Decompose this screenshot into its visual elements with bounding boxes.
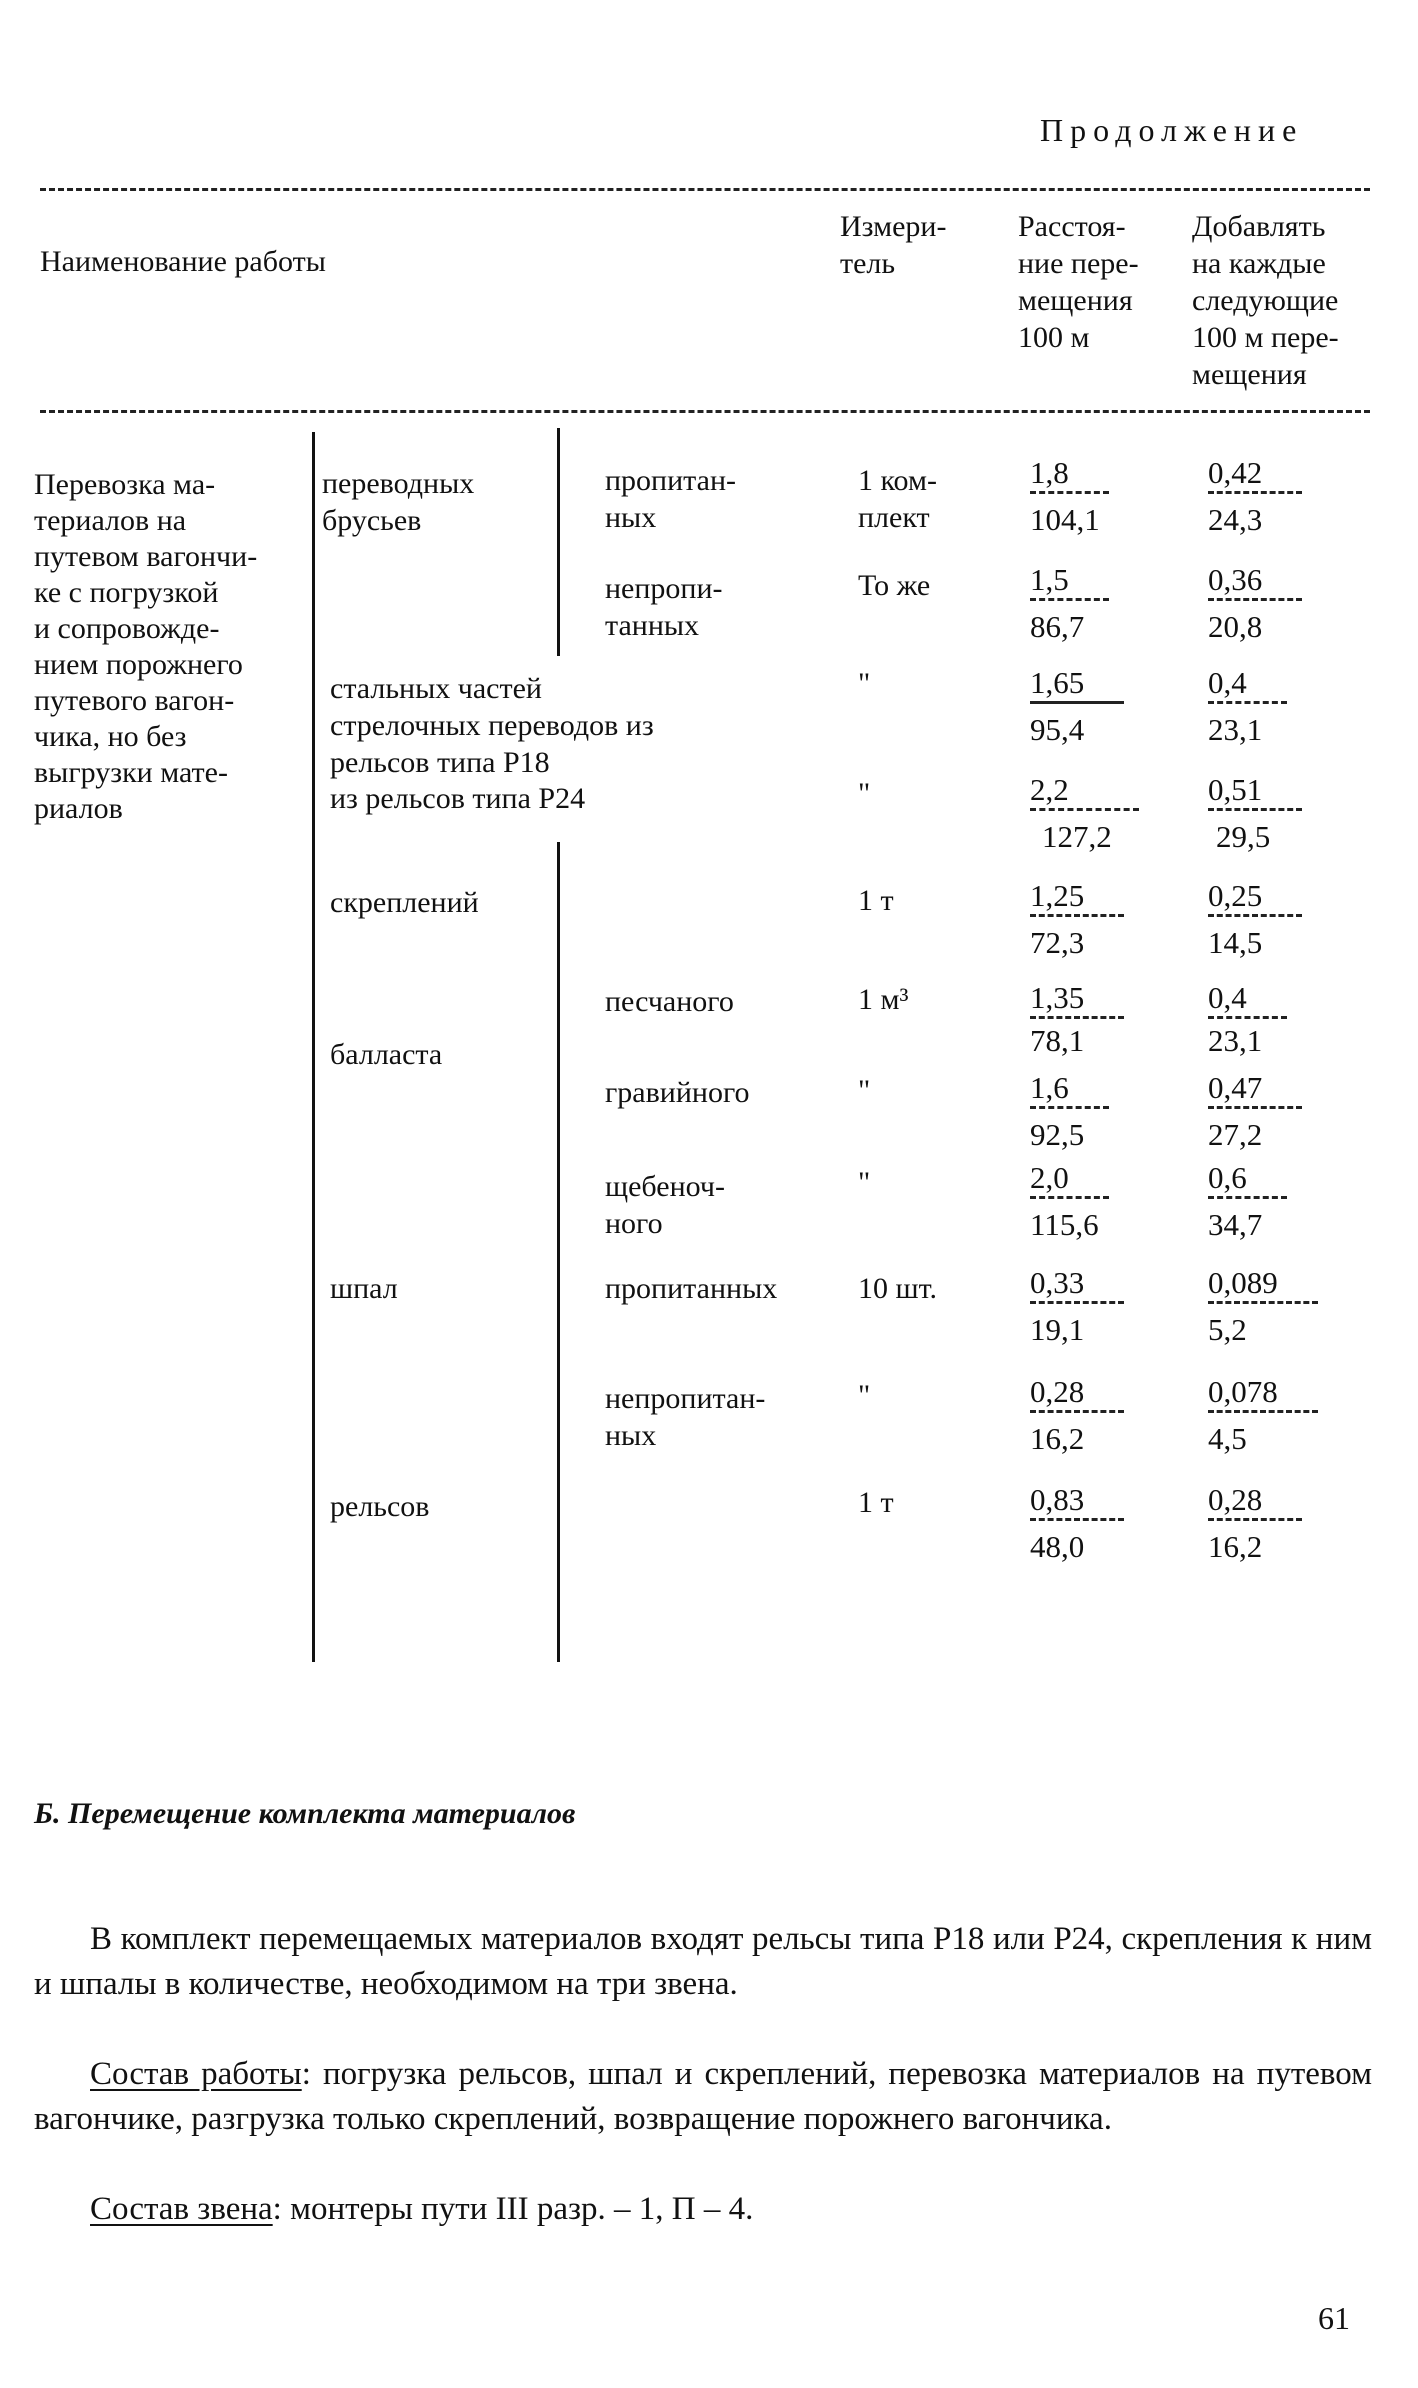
row8-distance: 2,0 115,6	[1030, 1160, 1109, 1243]
crew-composition-label: Состав звена	[90, 2191, 273, 2227]
row3-unit: "	[858, 667, 871, 700]
row2-sub: непропи- танных	[605, 572, 723, 642]
page-number: 61	[1318, 2300, 1350, 2336]
row8-sub: щебеноч- ного	[605, 1170, 725, 1240]
row2-unit: То же	[858, 569, 931, 602]
row6-sub: песчаного	[605, 985, 734, 1018]
row10-unit: "	[858, 1379, 871, 1412]
row11-unit: 1 т	[858, 1486, 894, 1519]
row3-add: 0,4 23,1	[1208, 665, 1287, 748]
row7-add: 0,47 27,2	[1208, 1070, 1302, 1153]
row3-distance: 1,65 95,4	[1030, 665, 1124, 748]
row9-unit: 10 шт.	[858, 1272, 937, 1305]
row8-add: 0,6 34,7	[1208, 1160, 1287, 1243]
work-composition-label: Состав работы	[90, 2056, 302, 2092]
row9-distance: 0,33 19,1	[1030, 1265, 1124, 1348]
paragraph-work-composition: Состав работы: погрузка рельсов, шпал и скреплений, перевозка материалов на путевом вагончике, разгрузка только скреплений, возвращение порожнего вагончика.	[34, 2056, 1373, 2137]
row6-add: 0,4 23,1	[1208, 980, 1287, 1059]
row1-add: 0,42 24,3	[1208, 455, 1302, 538]
continuation-label: Продолжение	[1040, 112, 1304, 148]
row8-unit: "	[858, 1166, 871, 1199]
row11-name: рельсов	[330, 1490, 430, 1523]
row1-unit: 1 ком- плект	[858, 464, 937, 534]
row6-name: балласта	[330, 1038, 443, 1071]
bracket-line-right-upper	[557, 428, 560, 656]
work-description: Перевозка ма- териалов на путевом вагончи- ке с погрузкой и сопровожде- нием порожнего путевого вагон- чика, но без выгрузки мате- риалов	[34, 468, 258, 825]
row4-distance: 2,2 127,2	[1030, 772, 1139, 855]
row5-name: скреплений	[330, 886, 479, 919]
row5-add: 0,25 14,5	[1208, 878, 1302, 961]
paragraph-crew-composition: Состав звена: монтеры пути III разр. – 1, П – 4.	[90, 2191, 754, 2227]
row9-name: шпал	[330, 1272, 398, 1305]
row7-distance: 1,6 92,5	[1030, 1070, 1109, 1153]
header-top-rule	[40, 188, 1370, 191]
row4-name: из рельсов типа Р24	[330, 782, 586, 815]
row3-name: стальных частей стрелочных переводов из рельсов типа Р18	[330, 672, 654, 779]
header-bottom-rule	[40, 410, 1370, 413]
row7-sub: гравийного	[605, 1076, 750, 1109]
row6-unit: 1 м³	[858, 983, 909, 1016]
row11-add: 0,28 16,2	[1208, 1482, 1302, 1565]
header-meter: Измери- тель	[840, 210, 947, 280]
row9-add: 0,089 5,2	[1208, 1265, 1318, 1348]
row5-unit: 1 т	[858, 884, 894, 917]
row4-unit: "	[858, 777, 871, 810]
row5-distance: 1,25 72,3	[1030, 878, 1124, 961]
row1-sub: пропитан- ных	[605, 464, 737, 534]
bracket-line-right-lower	[557, 842, 560, 1662]
row9-sub: пропитанных	[605, 1272, 778, 1305]
row11-distance: 0,83 48,0	[1030, 1482, 1124, 1565]
row1-distance: 1,8 104,1	[1030, 455, 1109, 538]
paragraph-composition: В комплект перемещаемых материалов входят рельсы типа Р18 или Р24, скрепления к ним и шпалы в количестве, необходимом на три звена.	[34, 1921, 1372, 2002]
row10-add: 0,078 4,5	[1208, 1374, 1318, 1457]
row10-sub: непропитан- ных	[605, 1382, 766, 1452]
row10-distance: 0,28 16,2	[1030, 1374, 1124, 1457]
bracket-line-left	[312, 432, 315, 1662]
row4-add: 0,51 29,5	[1208, 772, 1302, 855]
row6-distance: 1,35 78,1	[1030, 980, 1124, 1059]
row2-distance: 1,5 86,7	[1030, 562, 1109, 645]
header-work-name: Наименование работы	[40, 245, 326, 278]
section-title: Б. Перемещение комплекта материалов	[34, 1797, 576, 1830]
header-distance: Расстоя- ние пере- мещения 100 м	[1018, 210, 1139, 354]
row7-unit: "	[858, 1074, 871, 1107]
header-add: Добавлять на каждые следующие 100 м пере- мещения	[1192, 210, 1339, 391]
row2-add: 0,36 20,8	[1208, 562, 1302, 645]
row1-name: переводных брусьев	[322, 467, 475, 537]
